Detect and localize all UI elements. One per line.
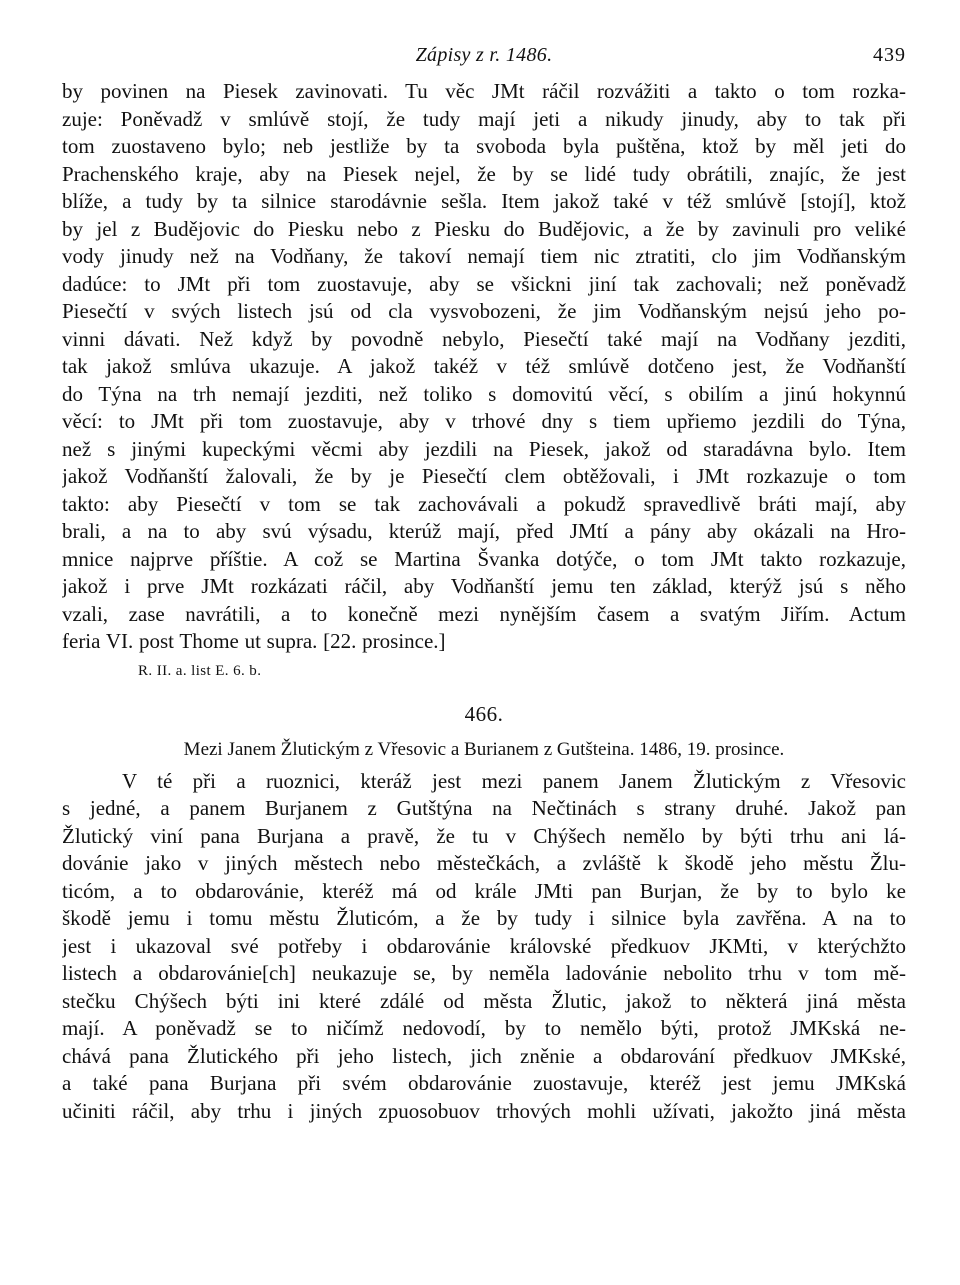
text-line: blíže, a tudy by ta silnice starodávnie sešla. Item jakož také v též smlúvě [stojí], ktož <box>62 189 906 213</box>
text-line: Prachenského kraje, aby na Piesek nejel, že by se lidé tudy obrátili, znajíc, že jest <box>62 161 906 186</box>
document-number: 466. <box>464 701 504 726</box>
document-heading: Mezi Janem Žlutickým z Vřesovic a Burianem z Gutšteina. 1486, 19. prosince. <box>183 738 785 760</box>
text-line: by povinen na Piesek zavinovati. Tu věc JMt ráčil rozvážiti a takto o tom rozka- <box>62 79 906 103</box>
document-page <box>62 44 906 1125</box>
running-title: Zápisy z r. 1486. <box>415 44 553 66</box>
text-line: jest i ukazoval své potřeby i obdarovánie královské předkuov JKMti, v kterýchžto <box>62 933 906 958</box>
text-line: a také pana Burjana při svém obdarovánie zuostavuje, kteréž jest jemu JMKská <box>62 1071 906 1095</box>
text-line: takto: aby Piesečtí v tom se tak zachovávali a pokudž spravedlivě bráti mají, aby <box>62 491 906 516</box>
text-line: listech a obdarovánie[ch] neukazuje se, by neměla ladovánie nebolito trhu v tom mě- <box>62 961 906 985</box>
text-line: Žlutický viní pana Burjana a pravě, že tu v Chýšech nemělo by býti trhu ani lá- <box>62 823 906 848</box>
text-line: stečku Chýšech býti ini které zdálé od města Žlutic, jakož to některá jiná města <box>62 988 906 1013</box>
text-line: V té při a ruoznici, kteráž jest mezi panem Janem Žlutickým z Vřesovic <box>122 768 906 793</box>
text-line: ticóm, a to obdarovánie, kteréž má od krále JMti pan Burjan, že by to bylo ke <box>62 878 906 903</box>
text-line: vinni dávati. Než když by povodně nebylo, Piesečtí také mají na Vodňany jezditi, <box>62 326 906 351</box>
running-header <box>62 44 906 78</box>
text-line: věcí: to JMt při tom zuostavuje, aby v trhové dny s tiem upřiemo jezdili do Týna, <box>62 409 906 433</box>
text-line: než s jinými kupeckými věcmi aby jezdili na Piesek, jakož od staradávna bylo. Item <box>62 436 906 461</box>
document-body <box>62 768 906 1126</box>
text-line: mají. A poněvadž se to ničímž nedovodí, by to nemělo býti, protož JMKská ne- <box>62 1016 906 1040</box>
text-line: tak jakož smlúva ukazuje. A jakož takéž v též smlúvě dotčeno jest, že Vodňanští <box>62 354 906 378</box>
source-note: R. II. a. list E. 6. b. <box>138 662 262 679</box>
text-line: vody jinudy než na Vodňany, že takoví nemají tiem nic ztratiti, clo jim Vodňanským <box>62 244 906 268</box>
text-line: by jel z Budějovic do Piesku nebo z Piesku do Budějovic, a že by zavinuli pro veliké <box>62 216 906 241</box>
text-line: zuje: Poněvadž v smlúvě stojí, že tudy mají jeti a nikudy jinudy, aby to tak při <box>62 106 906 131</box>
text-line: chává pana Žlutického při jeho listech, jich zněnie a obdarování předkuov JMKské, <box>62 1043 906 1068</box>
text-line: do Týna na trh nemají jezditi, než toliko s domovitú věcí, s obilím a jinú hokynnú <box>62 381 906 406</box>
text-line: jakož i prve JMt rozkázati ráčil, aby Vodňanští jemu ten základ, kterýž jsú s něho <box>62 574 906 598</box>
text-line: brali, a na to aby svú výsadu, kterúž mají, před JMtí a pány aby okázali na Hro- <box>62 519 906 543</box>
paragraph-continuation <box>62 78 906 656</box>
text-line: vzali, zase navrátili, a to konečně mezi nynějším časem a svatým Jiřím. Actum <box>62 601 906 626</box>
text-line: Piesečtí v svých listech jsú od cla vysvobozeni, že jim Vodňanským nejsú jeho po- <box>62 299 906 323</box>
text-line: mnice najprve příštie. A což se Martina Švanka dotýče, o tom JMt takto rozkazuje, <box>62 546 906 571</box>
text-line: škodě jemu i tomu městu Žluticóm, a že by tudy i silnice byla zavřěna. A na to <box>62 906 906 930</box>
text-line: tom zuostaveno bylo; neb jestliže by ta svoboda byla puštěna, ktož by měl jeti do <box>62 134 906 158</box>
text-line: dadúce: to JMt při tom zuostavuje, aby se všickni jiní tak zachovali; než poněvadž <box>62 271 906 296</box>
text-line: učiniti ráčil, aby trhu i jiných zpuosobuov trhových mohli užívati, jakožto jiná města <box>62 1098 906 1123</box>
text-line: s jedné, a panem Burjanem z Gutštýna na Nečtinách s strany druhé. Jakož pan <box>62 796 906 820</box>
text-line: feria VI. post Thome ut supra. [22. prosince.] <box>62 629 446 653</box>
text-line: dovánie jako v jiných městech nebo městečkách, a zvláště k škodě jeho městu Žlu- <box>62 851 906 875</box>
text-line: jakož Vodňanští žalovali, že by je Piesečtí clem obtěžovali, i JMt rozkazuje o tom <box>62 464 906 488</box>
page-number: 439 <box>873 44 906 66</box>
